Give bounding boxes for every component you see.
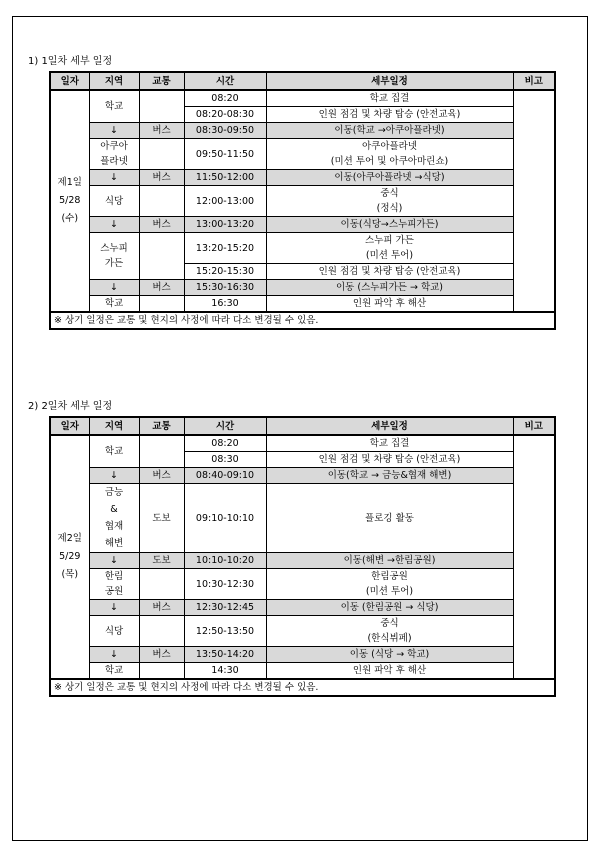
detail-cell: 이동(해변 →한림공원) bbox=[266, 553, 513, 569]
header-transport: 교통 bbox=[139, 72, 184, 90]
detail-cell: 학교 집결 bbox=[266, 90, 513, 107]
arrow-cell: ↓ bbox=[89, 553, 139, 569]
time-cell: 11:50-12:00 bbox=[184, 170, 266, 186]
table-row bbox=[50, 616, 555, 647]
transport-cell bbox=[139, 569, 184, 600]
table-row bbox=[50, 435, 555, 452]
time-cell: 08:40-09:10 bbox=[184, 468, 266, 484]
area-line: 금능 bbox=[104, 487, 124, 498]
area-line: 협재 bbox=[104, 521, 124, 532]
day1-title: 1) 1일차 세부 일정 bbox=[28, 56, 113, 67]
transport-cell bbox=[139, 233, 184, 280]
area-cell bbox=[89, 569, 139, 600]
table-note-row bbox=[50, 679, 555, 696]
day2-schedule-table bbox=[49, 416, 556, 697]
time-cell: 13:20-15:20 bbox=[184, 233, 266, 264]
detail-cell: 인원 점검 및 차량 탑승 (안전교육) bbox=[266, 452, 513, 468]
date-value: 5/28 bbox=[59, 195, 81, 206]
area-line: 스누피 bbox=[100, 243, 128, 254]
detail-cell: 이동 (한림공원 → 식당) bbox=[266, 600, 513, 616]
detail-line: 아쿠아플라넷 bbox=[361, 141, 418, 152]
time-cell: 12:50-13:50 bbox=[184, 616, 266, 647]
area-line: 해변 bbox=[104, 538, 124, 549]
header-detail: 세부일정 bbox=[266, 72, 513, 90]
table-row bbox=[50, 123, 555, 139]
transport-cell: 버스 bbox=[139, 280, 184, 296]
transport-cell bbox=[139, 139, 184, 170]
time-cell: 08:30-09:50 bbox=[184, 123, 266, 139]
detail-cell: 학교 집결 bbox=[266, 435, 513, 452]
table-row bbox=[50, 296, 555, 313]
header-transport: 교통 bbox=[139, 417, 184, 435]
detail-cell bbox=[266, 186, 513, 217]
time-cell: 09:50-11:50 bbox=[184, 139, 266, 170]
table-header-row bbox=[50, 72, 555, 90]
table-row bbox=[50, 186, 555, 217]
transport-cell: 버스 bbox=[139, 647, 184, 663]
schedule-note: ※ 상기 일정은 교통 및 현지의 사정에 따라 다소 변경될 수 있음. bbox=[50, 679, 555, 696]
header-date: 일자 bbox=[50, 417, 89, 435]
transport-cell: 버스 bbox=[139, 600, 184, 616]
header-note: 비고 bbox=[513, 417, 555, 435]
area-line: 아쿠아 bbox=[100, 141, 128, 152]
detail-line: (정식) bbox=[376, 203, 403, 214]
table-row bbox=[50, 647, 555, 663]
header-area: 지역 bbox=[89, 72, 139, 90]
area-cell bbox=[89, 139, 139, 170]
time-cell: 08:30 bbox=[184, 452, 266, 468]
time-cell: 15:20-15:30 bbox=[184, 264, 266, 280]
transport-cell bbox=[139, 186, 184, 217]
header-time: 시간 bbox=[184, 417, 266, 435]
header-detail: 세부일정 bbox=[266, 417, 513, 435]
table-row bbox=[50, 233, 555, 264]
detail-cell: 이동 (스누피가든 → 학교) bbox=[266, 280, 513, 296]
detail-line: 중식 bbox=[380, 618, 399, 629]
detail-line: (미션 투어 및 아쿠아마린쇼) bbox=[330, 156, 449, 167]
area-cell: 식당 bbox=[89, 616, 139, 647]
detail-cell bbox=[266, 139, 513, 170]
time-cell: 08:20-08:30 bbox=[184, 107, 266, 123]
note-cell bbox=[513, 90, 555, 312]
arrow-cell: ↓ bbox=[89, 123, 139, 139]
table-row bbox=[50, 170, 555, 186]
area-line: & bbox=[110, 504, 118, 515]
detail-line: (미션 투어) bbox=[365, 250, 414, 261]
time-cell: 16:30 bbox=[184, 296, 266, 313]
detail-line: (미션 투어) bbox=[365, 586, 414, 597]
table-note-row bbox=[50, 312, 555, 329]
time-cell: 09:10-10:10 bbox=[184, 484, 266, 553]
header-date: 일자 bbox=[50, 72, 89, 90]
detail-cell bbox=[266, 569, 513, 600]
detail-cell: 인원 점검 및 차량 탑승 (안전교육) bbox=[266, 107, 513, 123]
date-weekday: (목) bbox=[61, 569, 79, 580]
schedule-note: ※ 상기 일정은 교통 및 현지의 사정에 따라 다소 변경될 수 있음. bbox=[50, 312, 555, 329]
transport-cell bbox=[139, 435, 184, 468]
arrow-cell: ↓ bbox=[89, 170, 139, 186]
arrow-cell: ↓ bbox=[89, 468, 139, 484]
date-day: 제1일 bbox=[57, 177, 82, 188]
area-line: 공원 bbox=[104, 586, 124, 597]
area-line: 플라넷 bbox=[100, 156, 128, 167]
table-row bbox=[50, 484, 555, 553]
detail-cell: 인원 파악 후 해산 bbox=[266, 663, 513, 680]
area-cell bbox=[89, 233, 139, 280]
time-cell: 10:10-10:20 bbox=[184, 553, 266, 569]
detail-line: 한림공원 bbox=[371, 571, 408, 582]
transport-cell: 버스 bbox=[139, 468, 184, 484]
transport-cell: 도보 bbox=[139, 553, 184, 569]
date-day: 제2일 bbox=[57, 533, 82, 544]
area-cell: 학교 bbox=[89, 90, 139, 123]
detail-cell: 이동(학교 → 금능&협재 해변) bbox=[266, 468, 513, 484]
table-row bbox=[50, 553, 555, 569]
arrow-cell: ↓ bbox=[89, 217, 139, 233]
detail-cell: 이동(아쿠아플라넷 →식당) bbox=[266, 170, 513, 186]
transport-cell: 도보 bbox=[139, 484, 184, 553]
detail-cell: 인원 파악 후 해산 bbox=[266, 296, 513, 313]
transport-cell bbox=[139, 90, 184, 123]
time-cell: 08:20 bbox=[184, 90, 266, 107]
date-cell bbox=[50, 435, 89, 679]
table-row bbox=[50, 600, 555, 616]
table-header-row bbox=[50, 417, 555, 435]
area-line: 가든 bbox=[104, 258, 124, 269]
table-row bbox=[50, 468, 555, 484]
area-line: 한림 bbox=[104, 571, 124, 582]
table-row bbox=[50, 280, 555, 296]
date-cell bbox=[50, 90, 89, 312]
arrow-cell: ↓ bbox=[89, 647, 139, 663]
time-cell: 13:50-14:20 bbox=[184, 647, 266, 663]
detail-cell bbox=[266, 233, 513, 264]
header-area: 지역 bbox=[89, 417, 139, 435]
detail-cell: 이동 (식당 → 학교) bbox=[266, 647, 513, 663]
day2-title: 2) 2일차 세부 일정 bbox=[28, 401, 113, 412]
area-cell: 학교 bbox=[89, 435, 139, 468]
table-row bbox=[50, 569, 555, 600]
arrow-cell: ↓ bbox=[89, 280, 139, 296]
date-weekday: (수) bbox=[61, 213, 79, 224]
day1-schedule-table bbox=[49, 71, 556, 330]
transport-cell: 버스 bbox=[139, 217, 184, 233]
area-cell bbox=[89, 484, 139, 553]
area-cell: 식당 bbox=[89, 186, 139, 217]
table-row bbox=[50, 139, 555, 170]
detail-cell: 플로깅 활동 bbox=[266, 484, 513, 553]
transport-cell: 버스 bbox=[139, 170, 184, 186]
detail-cell: 이동(식당→스누피가든) bbox=[266, 217, 513, 233]
transport-cell bbox=[139, 616, 184, 647]
detail-line: 스누피 가든 bbox=[365, 235, 414, 246]
transport-cell bbox=[139, 296, 184, 313]
time-cell: 12:00-13:00 bbox=[184, 186, 266, 217]
table-row bbox=[50, 90, 555, 107]
area-cell: 학교 bbox=[89, 296, 139, 313]
detail-cell bbox=[266, 616, 513, 647]
detail-line: (한식뷔페) bbox=[367, 633, 412, 644]
detail-line: 중식 bbox=[380, 188, 399, 199]
time-cell: 15:30-16:30 bbox=[184, 280, 266, 296]
time-cell: 14:30 bbox=[184, 663, 266, 680]
detail-cell: 인원 점검 및 차량 탑승 (안전교육) bbox=[266, 264, 513, 280]
arrow-cell: ↓ bbox=[89, 600, 139, 616]
header-note: 비고 bbox=[513, 72, 555, 90]
time-cell: 13:00-13:20 bbox=[184, 217, 266, 233]
transport-cell: 버스 bbox=[139, 123, 184, 139]
detail-cell: 이동(학교 →아쿠아플라넷) bbox=[266, 123, 513, 139]
table-row bbox=[50, 217, 555, 233]
time-cell: 10:30-12:30 bbox=[184, 569, 266, 600]
time-cell: 12:30-12:45 bbox=[184, 600, 266, 616]
table-row bbox=[50, 663, 555, 680]
note-cell bbox=[513, 435, 555, 679]
area-cell: 학교 bbox=[89, 663, 139, 680]
transport-cell bbox=[139, 663, 184, 680]
date-value: 5/29 bbox=[59, 551, 81, 562]
header-time: 시간 bbox=[184, 72, 266, 90]
time-cell: 08:20 bbox=[184, 435, 266, 452]
